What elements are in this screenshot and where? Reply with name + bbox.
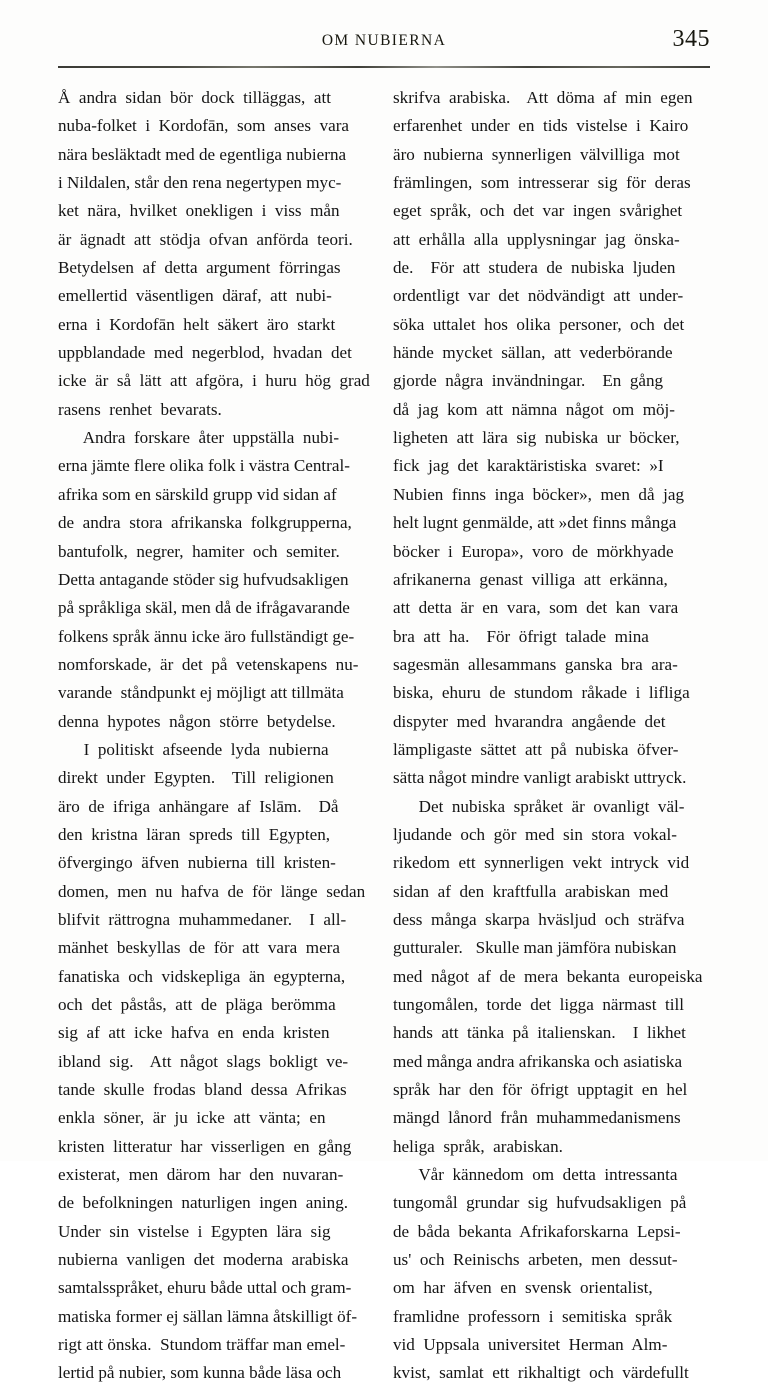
text-line-left-4: i Nildalen, står den rena negertypen myc- bbox=[58, 173, 342, 193]
text-line-left-44: matiska former ej sällan lämna åtskilligt öf- bbox=[58, 1306, 358, 1326]
text-line-left-46: lertid på nubier, som kunna både läsa och bbox=[58, 1363, 342, 1383]
text-line-left-24: I politiskt afseende lyda nubierna bbox=[58, 739, 329, 759]
text-line-left-22: varande ståndpunkt ej möjligt att tillmäta bbox=[58, 683, 344, 703]
page-header-title: OM NUBIERNA bbox=[321, 32, 447, 49]
text-line-right-10: hände mycket sällan, att vederbörande bbox=[393, 343, 673, 363]
text-line-right-4: främlingen, som intresserar sig för deras bbox=[393, 173, 691, 193]
text-line-right-25: sätta något mindre vanligt arabiskt uttryck. bbox=[393, 768, 687, 788]
text-line-left-18: Detta antagande stöder sig hufvudsakligen bbox=[58, 569, 349, 589]
text-line-right-31: gutturaler. Skulle man jämföra nubiskan bbox=[393, 938, 677, 958]
text-line-right-29: sidan af den kraftfulla arabiskan med bbox=[393, 881, 669, 901]
text-line-right-34: hands att tänka på italienskan. I likhet bbox=[393, 1023, 686, 1043]
text-line-left-23: denna hypotes någon större betydelse. bbox=[58, 711, 336, 731]
text-line-left-10: uppblandade med negerblod, hvadan det bbox=[58, 343, 352, 363]
text-line-right-15: Nubien finns inga böcker», men då jag bbox=[393, 484, 684, 504]
text-line-left-39: existerat, men därom har den nuvaran- bbox=[58, 1165, 344, 1185]
text-line-right-16: helt lugnt genmälde, att »det finns många bbox=[393, 513, 677, 533]
text-line-right-42: us' och Reinischs arbeten, men dessut- bbox=[393, 1250, 678, 1270]
text-line-right-1: skrifva arabiska. Att döma af min egen bbox=[393, 88, 693, 107]
text-line-right-44: framlidne professorn i semitiska språk bbox=[393, 1306, 673, 1326]
text-line-left-17: bantufolk, negrer, hamiter och semiter. bbox=[58, 541, 340, 561]
text-line-left-36: tande skulle frodas bland dessa Afrikas bbox=[58, 1080, 347, 1100]
text-line-right-8: ordentligt var det nödvändigt att under- bbox=[393, 286, 684, 306]
text-line-left-28: öfvergingo äfven nubierna till kristen- bbox=[58, 853, 336, 873]
text-line-right-38: heliga språk, arabiskan. bbox=[393, 1136, 563, 1156]
running-head bbox=[58, 26, 710, 62]
text-line-left-35: ibland sig. Att något slags bokligt ve- bbox=[58, 1051, 349, 1071]
text-line-left-9: erna i Kordofān helt säkert äro starkt bbox=[58, 314, 336, 334]
text-line-left-42: nubierna vanligen det moderna arabiska bbox=[58, 1250, 349, 1270]
text-line-left-34: sig af att icke hafva en enda kristen bbox=[58, 1023, 330, 1043]
text-line-left-37: enkla söner, är ju icke att vänta; en bbox=[58, 1108, 326, 1128]
page-number: 345 bbox=[672, 26, 710, 52]
text-line-left-33: och det påstås, att de pläga berömma bbox=[58, 995, 336, 1014]
text-line-right-26: Det nubiska språket är ovanligt väl- bbox=[393, 796, 685, 816]
text-line-right-33: tungomålen, torde det ligga närmast till bbox=[393, 995, 685, 1014]
text-line-right-20: bra att ha. För öfrigt talade mina bbox=[393, 626, 649, 646]
text-line-right-21: sagesmän allesammans ganska bra ara- bbox=[393, 654, 678, 674]
text-line-left-41: Under sin vistelse i Egypten lära sig bbox=[58, 1221, 331, 1241]
text-line-right-2: erfarenhet under en tids vistelse i Kairo bbox=[393, 116, 689, 136]
text-line-left-27: den kristna läran spreds till Egypten, bbox=[58, 824, 331, 844]
text-line-right-24: lämpligaste sättet att på nubiska öfver- bbox=[393, 739, 679, 759]
text-line-left-31: mänhet beskyllas de för att vara mera bbox=[58, 938, 340, 958]
text-line-left-21: nomforskade, är det på vetenskapens nu- bbox=[58, 654, 359, 674]
text-line-left-38: kristen litteratur har visserligen en gång bbox=[58, 1136, 352, 1156]
text-line-right-39: Vår kännedom om detta intressanta bbox=[393, 1165, 678, 1185]
text-line-right-28: rikedom ett synnerligen vekt intryck vid bbox=[393, 853, 690, 873]
text-line-left-29: domen, men nu hafva de för länge sedan bbox=[58, 881, 366, 901]
text-line-left-25: direkt under Egypten. Till religionen bbox=[58, 768, 334, 788]
text-line-right-36: språk har den för öfrigt upptagit en hel bbox=[393, 1080, 688, 1100]
text-line-right-46: kvist, samlat ett rikhaltigt och värdefullt bbox=[393, 1363, 689, 1383]
text-line-right-23: dispyter med hvarandra angående det bbox=[393, 711, 666, 731]
text-line-right-43: om har äfven en svensk orientalist, bbox=[393, 1278, 653, 1298]
text-line-right-41: de båda bekanta Afrikaforskarna Lepsi- bbox=[393, 1221, 681, 1241]
text-line-right-6: att erhålla alla upplysningar jag önska- bbox=[393, 229, 680, 249]
text-line-right-32: med något af de mera bekanta europeiska bbox=[393, 966, 703, 986]
text-line-right-9: söka uttalet hos olika personer, och det bbox=[393, 314, 685, 334]
header-rule bbox=[58, 66, 710, 68]
text-line-left-1: Å andra sidan bör dock tilläggas, att bbox=[58, 88, 331, 107]
text-line-left-11: icke är så lätt att afgöra, i huru hög grad bbox=[58, 371, 370, 391]
text-line-left-45: rigt att önska. Stundom träffar man emel- bbox=[58, 1335, 346, 1355]
text-line-left-2: nuba-folket i Kordofān, som anses vara bbox=[58, 116, 349, 136]
text-line-right-22: biska, ehuru de stundom råkade i lifliga bbox=[393, 683, 690, 703]
text-line-right-11: gjorde några invändningar. En gång bbox=[393, 371, 664, 391]
text-line-left-19: på språkliga skäl, men då de ifrågavarande bbox=[58, 598, 350, 618]
text-line-left-5: ket nära, hvilket onekligen i viss mån bbox=[58, 201, 340, 221]
text-line-right-12: då jag kom att nämna något om möj- bbox=[393, 399, 675, 419]
text-line-right-14: fick jag det karaktäristiska svaret: »I bbox=[393, 456, 664, 476]
text-line-right-19: att detta är en vara, som det kan vara bbox=[393, 598, 679, 618]
text-line-right-35: med många andra afrikanska och asiatiska bbox=[393, 1051, 683, 1071]
text-line-left-6: är ägnadt att stödja ofvan anförda teori. bbox=[58, 229, 353, 249]
text-line-right-18: afrikanerna genast villiga att erkänna, bbox=[393, 569, 668, 589]
text-line-right-37: mängd lånord från muhammedanismens bbox=[393, 1108, 681, 1128]
text-line-right-45: vid Uppsala universitet Herman Alm- bbox=[393, 1335, 668, 1355]
text-line-left-32: fanatiska och vidskepliga än egypterna, bbox=[58, 966, 346, 986]
text-line-right-27: ljudande och gör med sin stora vokal- bbox=[393, 824, 677, 844]
text-line-right-30: dess många skarpa hväsljud och sträfva bbox=[393, 909, 685, 929]
text-line-right-3: äro nubierna synnerligen välvilliga mot bbox=[393, 144, 680, 164]
text-line-left-30: blifvit rättrogna muhammedaner. I all- bbox=[58, 909, 347, 929]
text-line-right-7: de. För att studera de nubiska ljuden bbox=[393, 258, 676, 278]
text-line-left-8: emellertid väsentligen däraf, att nubi- bbox=[58, 286, 332, 306]
text-column-left bbox=[58, 84, 370, 1388]
text-line-left-14: erna jämte flere olika folk i västra Central- bbox=[58, 456, 350, 476]
text-line-left-7: Betydelsen af detta argument förringas bbox=[58, 258, 341, 278]
text-line-left-15: afrika som en särskild grupp vid sidan af bbox=[58, 484, 337, 504]
text-line-right-17: böcker i Europa», voro de mörkhyade bbox=[393, 541, 674, 561]
text-line-left-43: samtalsspråket, ehuru både uttal och gram- bbox=[58, 1278, 352, 1298]
text-line-right-40: tungomål grundar sig hufvudsakligen på bbox=[393, 1193, 687, 1213]
text-line-right-13: ligheten att lära sig nubiska ur böcker, bbox=[393, 428, 680, 448]
text-line-left-3: nära besläktadt med de egentliga nubierna bbox=[58, 144, 347, 164]
text-line-left-40: de befolkningen naturligen ingen aning. bbox=[58, 1193, 349, 1213]
text-line-left-20: folkens språk ännu icke äro fullständigt ge- bbox=[58, 626, 355, 646]
text-line-left-12: rasens renhet bevarats. bbox=[58, 399, 222, 419]
text-line-left-26: äro de ifriga anhängare af Islām. Då bbox=[58, 796, 339, 816]
text-line-left-13: Andra forskare åter uppställa nubi- bbox=[58, 428, 340, 448]
text-line-left-16: de andra stora afrikanska folkgrupperna, bbox=[58, 513, 352, 533]
text-line-right-5: eget språk, och det var ingen svårighet bbox=[393, 201, 683, 221]
text-column-right bbox=[393, 84, 703, 1388]
